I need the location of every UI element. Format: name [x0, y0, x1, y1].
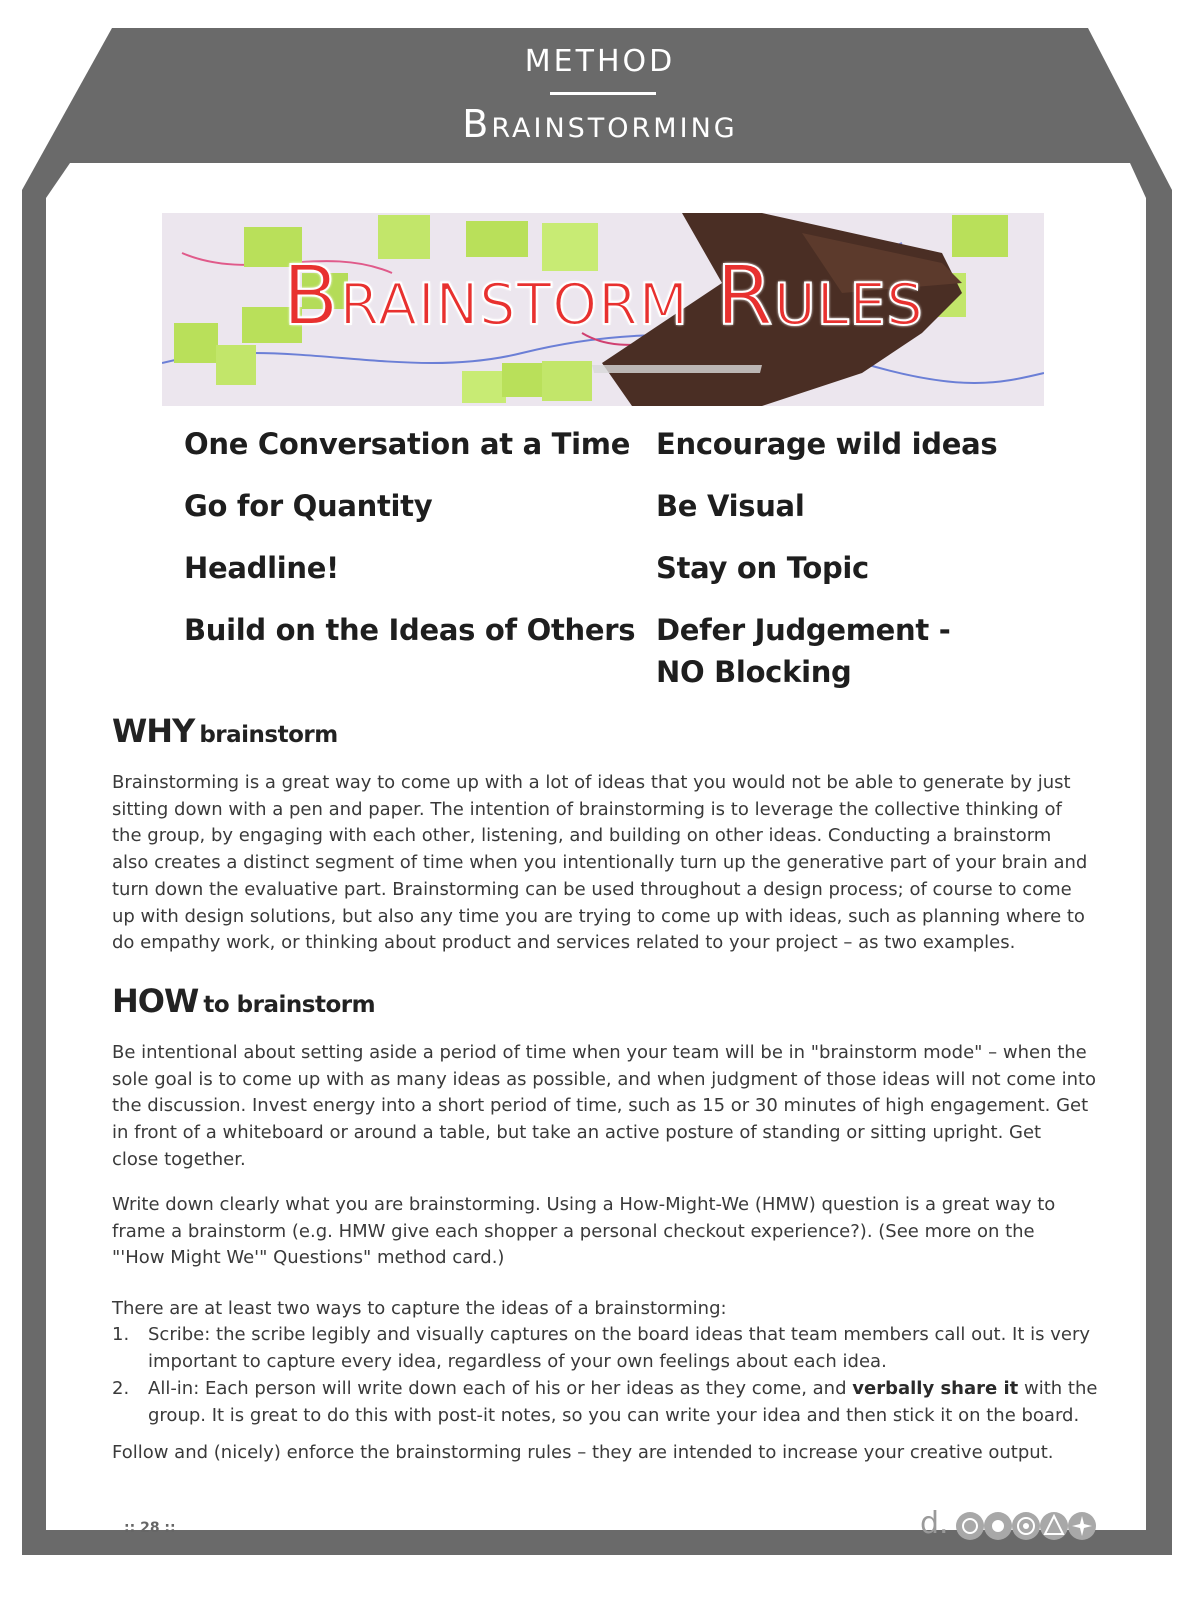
- text-line: Scribe: the scribe legibly and visually captures on the board ideas that team members call out. It is very: [148, 1324, 1091, 1345]
- text-line: "'How Might We'" Questions" method card.): [112, 1247, 505, 1269]
- text-line: do empathy work, or thinking about product and services related to your project – as two examples.: [112, 932, 1016, 954]
- how-heading-big: HOW: [112, 982, 199, 1020]
- why-heading-big: WHY: [112, 712, 195, 750]
- how-paragraph-1: [112, 1040, 1102, 1174]
- why-heading-small: brainstorm: [199, 722, 338, 748]
- text-line: also creates a distinct segment of time when you intentionally turn up the generative part of your brain and: [112, 852, 1088, 874]
- logo-circles-icon: [954, 1508, 1114, 1544]
- rule-item: Headline!: [184, 551, 339, 585]
- method-label: METHOD: [524, 44, 676, 79]
- rule-item: Encourage wild ideas: [656, 427, 998, 461]
- page-number: :: 28 ::: [124, 1520, 176, 1536]
- text-fragment: with the: [1018, 1378, 1098, 1399]
- text-fragment: All-in: Each person will write down each of his or her ideas as they come, and: [148, 1378, 853, 1399]
- how-paragraph-4: Follow and (nicely) enforce the brainstorming rules – they are intended to increase your creative output.: [112, 1442, 1054, 1463]
- text-line: group. It is great to do this with post-it notes, so you can write your idea and then stick it on the board.: [148, 1404, 1080, 1426]
- how-heading-small: to brainstorm: [203, 992, 376, 1018]
- text-line: sitting down with a pen and paper. The intention of brainstorming is to leverage the collective thinking of: [112, 798, 1062, 820]
- header-divider: [550, 92, 656, 95]
- rule-item: One Conversation at a Time: [184, 427, 631, 461]
- rule-item: Go for Quantity: [184, 489, 433, 523]
- text-line: up with design solutions, but also any time you are trying to come up with ideas, such as planning where to: [112, 905, 1085, 927]
- why-paragraph: [112, 770, 1102, 957]
- list-item: [112, 1376, 1102, 1430]
- list-text: [148, 1322, 1098, 1375]
- list-text: [148, 1376, 1098, 1429]
- why-heading: [112, 712, 338, 750]
- list-item: [112, 1322, 1102, 1376]
- text-line: close together.: [112, 1148, 246, 1170]
- how-paragraph-2: [112, 1192, 1102, 1272]
- text-line: Brainstorming is a great way to come up with a lot of ideas that you would not be able to generate by just: [112, 772, 1071, 793]
- emphasis-text: verbally share it: [852, 1378, 1019, 1399]
- how-heading: [112, 982, 375, 1020]
- rule-item: Stay on Topic: [656, 551, 869, 585]
- text-line: Be intentional about setting aside a period of time when your team will be in "brainstorm mode" – when the: [112, 1042, 1087, 1063]
- page-title: Brainstorming: [462, 102, 738, 146]
- text-line: [148, 1376, 1098, 1403]
- rule-item: Be Visual: [656, 489, 805, 523]
- text-line: important to capture every idea, regardless of your own feelings about each idea.: [148, 1350, 887, 1372]
- text-line: sole goal is to come up with as many ideas as possible, and when judgment of those ideas will not come into: [112, 1068, 1097, 1090]
- rule-item: Defer Judgement -: [656, 613, 951, 647]
- list-number: 1.: [112, 1324, 130, 1345]
- list-number: 2.: [112, 1378, 130, 1399]
- how-paragraph-3: There are at least two ways to capture the ideas of a brainstorming:: [112, 1298, 727, 1319]
- text-line: the discussion. Invest energy into a short period of time, such as 15 or 30 minutes of high engagement. Get: [112, 1095, 1089, 1117]
- banner-image: [162, 213, 1044, 406]
- banner-title: Brainstorm Rules: [282, 249, 924, 344]
- rule-item: NO Blocking: [656, 655, 852, 689]
- text-line: in front of a whiteboard or around a table, but take an active posture of standing or sitting upright. Get: [112, 1122, 1042, 1144]
- rule-item: Build on the Ideas of Others: [184, 613, 636, 647]
- logo-letter: d.: [920, 1506, 949, 1541]
- text-line: the group, by engaging with each other, listening, and building on other ideas. Conducting a brainstorm: [112, 825, 1052, 847]
- text-line: Write down clearly what you are brainstorming. Using a How-Might-We (HMW) question is a great way to: [112, 1194, 1056, 1215]
- text-line: turn down the evaluative part. Brainstorming can be used throughout a design process; of course to come: [112, 878, 1072, 900]
- text-line: frame a brainstorm (e.g. HMW give each shopper a personal checkout experience?). (See more on the: [112, 1220, 1035, 1242]
